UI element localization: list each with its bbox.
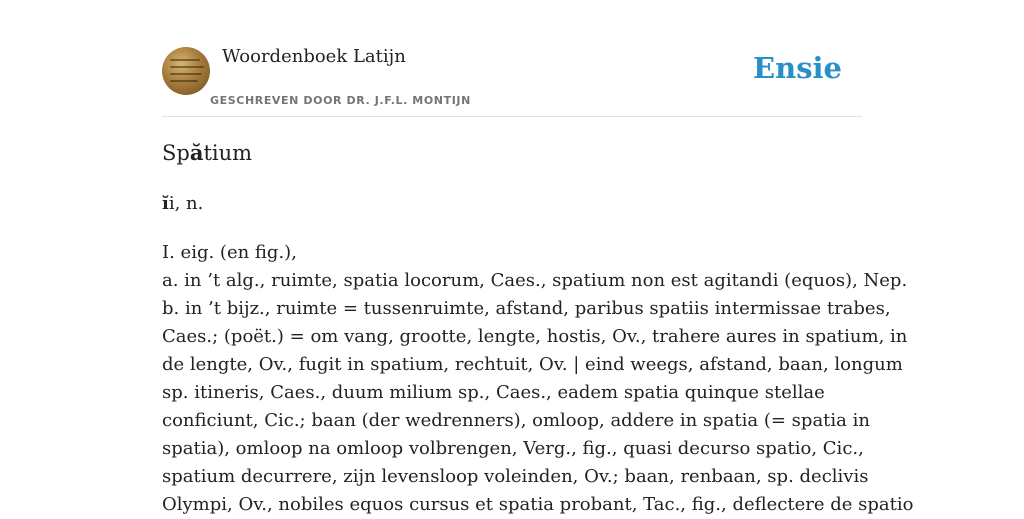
grammar-info [162,193,203,214]
definition-line: spatia), omloop na omloop volbrengen, Verg., fig., quasi decurso spatio, Cic., [162,438,864,459]
header [162,46,862,117]
entry-title [162,140,252,165]
book-title[interactable]: Woordenboek Latijn [222,46,406,67]
grammar-rest: i, n. [168,193,204,214]
definition-line: b. in ’t bijz., ruimte = tussenruimte, afstand, paribus spatiis intermissae trabes, [162,298,891,319]
entry-title-accent: ă [189,140,204,165]
definition-line: Caes.; (poët.) = om vang, grootte, lengte, hostis, Ov., trahere aures in spatium, in [162,326,908,347]
definition-line: de lengte, Ov., fugit in spatium, rechtuit, Ov. | eind weegs, afstand, baan, longum [162,354,903,375]
definition-text [162,239,914,519]
coin-inscription-icon[interactable] [162,47,210,95]
entry-title-pre: Sp [162,141,190,165]
author-line[interactable]: GESCHREVEN DOOR DR. J.F.L. MONTIJN [210,94,471,107]
definition-line: spatium decurrere, zijn levensloop voleinden, Ov.; baan, renbaan, sp. declivis [162,466,869,487]
definition-line: I. eig. (en fig.), [162,242,297,263]
entry-title-post: tium [203,141,253,165]
definition-line: a. in ’t alg., ruimte, spatia locorum, Caes., spatium non est agitandi (equos), Nep. [162,270,908,291]
definition-line: conficiunt, Cic.; baan (der wedrenners), omloop, addere in spatia (= spatia in [162,410,870,431]
definition-line: sp. itineris, Caes., duum milium sp., Caes., eadem spatia quinque stellae [162,382,825,403]
brand-logo[interactable]: Ensie [753,51,842,85]
definition-line: Olympi, Ov., nobiles equos cursus et spatia probant, Tac., fig., deflectere de spatio [162,494,914,515]
grammar-accent: ĭ [162,193,169,214]
